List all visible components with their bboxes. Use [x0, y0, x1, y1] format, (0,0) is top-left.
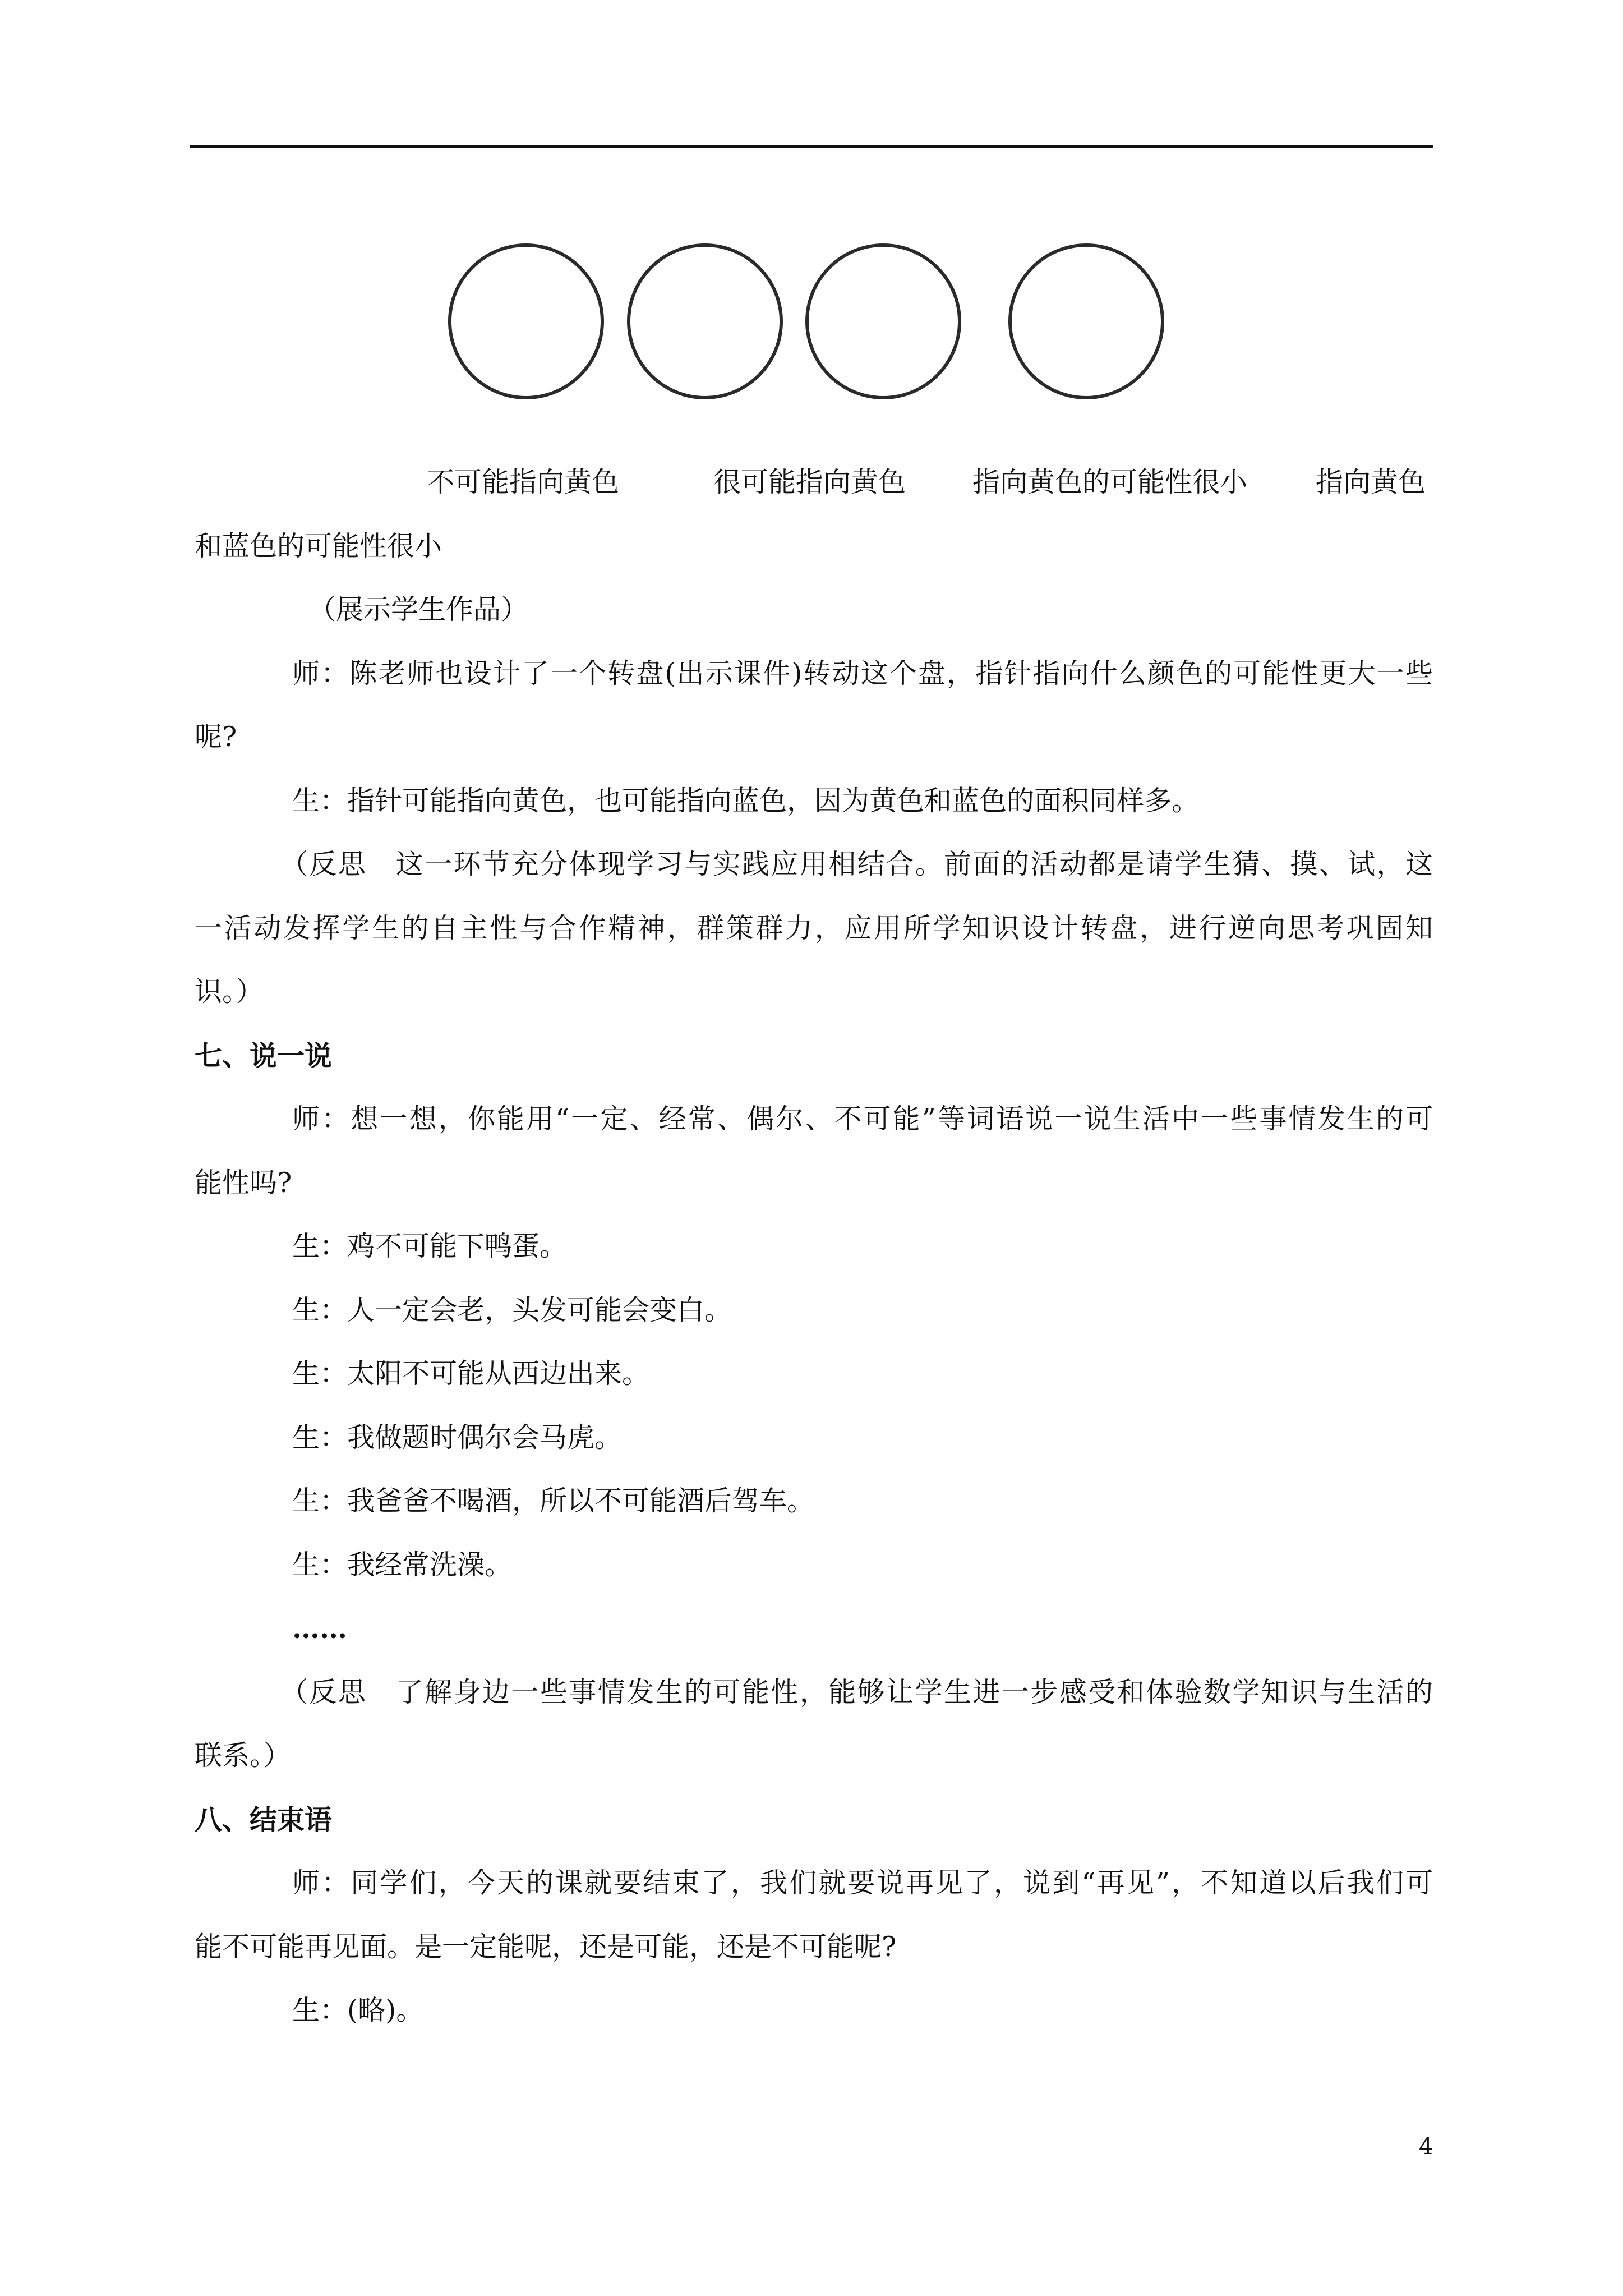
reflection-line: 识。）	[195, 976, 264, 1007]
spinner-circle-1	[450, 245, 602, 398]
teacher-line: 师：陈老师也设计了一个转盘(出示课件)转动这个盘，指针指向什么颜色的可能性更大一些	[292, 657, 1433, 689]
spinner-circle-4	[1010, 245, 1163, 398]
student-line: 生：我做题时偶尔会马虎。	[292, 1421, 623, 1453]
teacher-line: 师：同学们，今天的课就要结束了，我们就要说再见了，说到“再见”，不知道以后我们可	[292, 1867, 1433, 1899]
reflection-line: （反思 这一环节充分体现学习与实践应用相结合。前面的活动都是请学生猜、摸、试，这	[280, 848, 1433, 880]
page-number: 4	[1419, 2134, 1433, 2160]
header-rule	[190, 145, 1433, 148]
student-line: 生：指针可能指向黄色，也可能指向蓝色，因为黄色和蓝色的面积同样多。	[292, 785, 1200, 817]
teacher-line: 呢?	[195, 721, 237, 753]
section-heading-8: 八、结束语	[195, 1803, 333, 1836]
caption-yellow-blue: 指向黄色	[1316, 466, 1426, 498]
spinner-figure	[426, 224, 1178, 415]
caption-impossible-yellow: 不可能指向黄色	[427, 466, 620, 498]
student-line: 生：我爸爸不喝酒，所以不可能酒后驾车。	[292, 1485, 815, 1517]
reflection-line: 联系。）	[195, 1740, 291, 1772]
reflection-line: 一活动发挥学生的自主性与合作精神，群策群力，应用所学知识设计转盘，进行逆向思考巩固知	[195, 912, 1433, 944]
student-line: 生：(略)。	[292, 1994, 424, 2026]
spinner-circle-3	[807, 245, 960, 398]
exhibit-note: （展示学生作品）	[308, 593, 529, 625]
teacher-line: 能不可能再见面。是一定能呢，还是可能，还是不可能呢?	[195, 1931, 897, 1963]
student-line: 生：人一定会老，头发可能会变白。	[292, 1294, 732, 1326]
student-line: 生：鸡不可能下鸭蛋。	[292, 1230, 568, 1262]
teacher-line: 师：想一想，你能用“一定、经常、偶尔、不可能”等词语说一说生活中一些事情发生的可	[292, 1103, 1433, 1135]
section-heading-7: 七、说一说	[195, 1039, 333, 1072]
caption-yellow-blue-continued: 和蓝色的可能性很小	[195, 530, 442, 562]
ellipsis: ……	[292, 1612, 347, 1645]
teacher-line: 能性吗?	[195, 1167, 292, 1199]
spinner-circle-2	[629, 245, 781, 398]
caption-unlikely-yellow: 指向黄色的可能性很小	[972, 466, 1248, 498]
caption-likely-yellow: 很可能指向黄色	[713, 466, 906, 498]
reflection-line: （反思 了解身边一些事情发生的可能性，能够让学生进一步感受和体验数学知识与生活的	[280, 1676, 1433, 1708]
student-line: 生：太阳不可能从西边出来。	[292, 1358, 650, 1389]
student-line: 生：我经常洗澡。	[292, 1549, 513, 1581]
